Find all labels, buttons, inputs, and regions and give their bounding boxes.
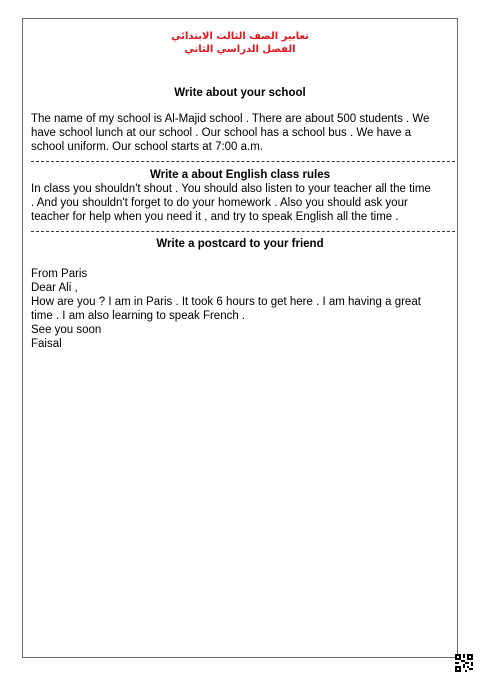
section-text-school — [31, 112, 455, 154]
text-line: How are you ? I am in Paris . It took 6 hours to get here . I am having a great — [31, 296, 421, 308]
text-line: The name of my school is Al-Majid school . There are about 500 students . We — [31, 113, 430, 125]
text-line: . And you shouldn't forget to do your homework . Also you should ask your — [31, 197, 408, 209]
qr-code-icon — [455, 654, 473, 672]
section-title-school: Write about your school — [174, 87, 306, 99]
text-line: Faisal — [31, 338, 62, 350]
text-line: From Paris — [31, 268, 88, 280]
text-line: In class you shouldn't shout . You should also listen to your teacher all the time — [31, 183, 431, 195]
section-text-postcard — [31, 267, 455, 351]
dashed-divider — [31, 161, 455, 162]
text-line: school uniform. Our school starts at 7:00 a.m. — [31, 141, 264, 153]
text-line: teacher for help when you need it , and try to speak English all the time . — [31, 211, 399, 223]
text-line: See you soon — [31, 324, 102, 336]
text-line: time . I am also learning to speak French . — [31, 310, 246, 322]
page-border — [22, 18, 458, 658]
section-title-postcard: Write a postcard to your friend — [156, 238, 324, 250]
arabic-title: تعابير الصف الثالث الابتدائي — [171, 31, 309, 42]
section-title-rules: Write a about English class rules — [149, 169, 330, 181]
dashed-divider — [31, 231, 455, 232]
text-line: have school lunch at our school . Our school has a school bus . We have a — [31, 127, 412, 139]
section-text-rules — [31, 182, 455, 224]
arabic-subtitle: الفصل الدراسي الثاني — [184, 44, 296, 55]
text-line: Dear Ali , — [31, 282, 78, 294]
